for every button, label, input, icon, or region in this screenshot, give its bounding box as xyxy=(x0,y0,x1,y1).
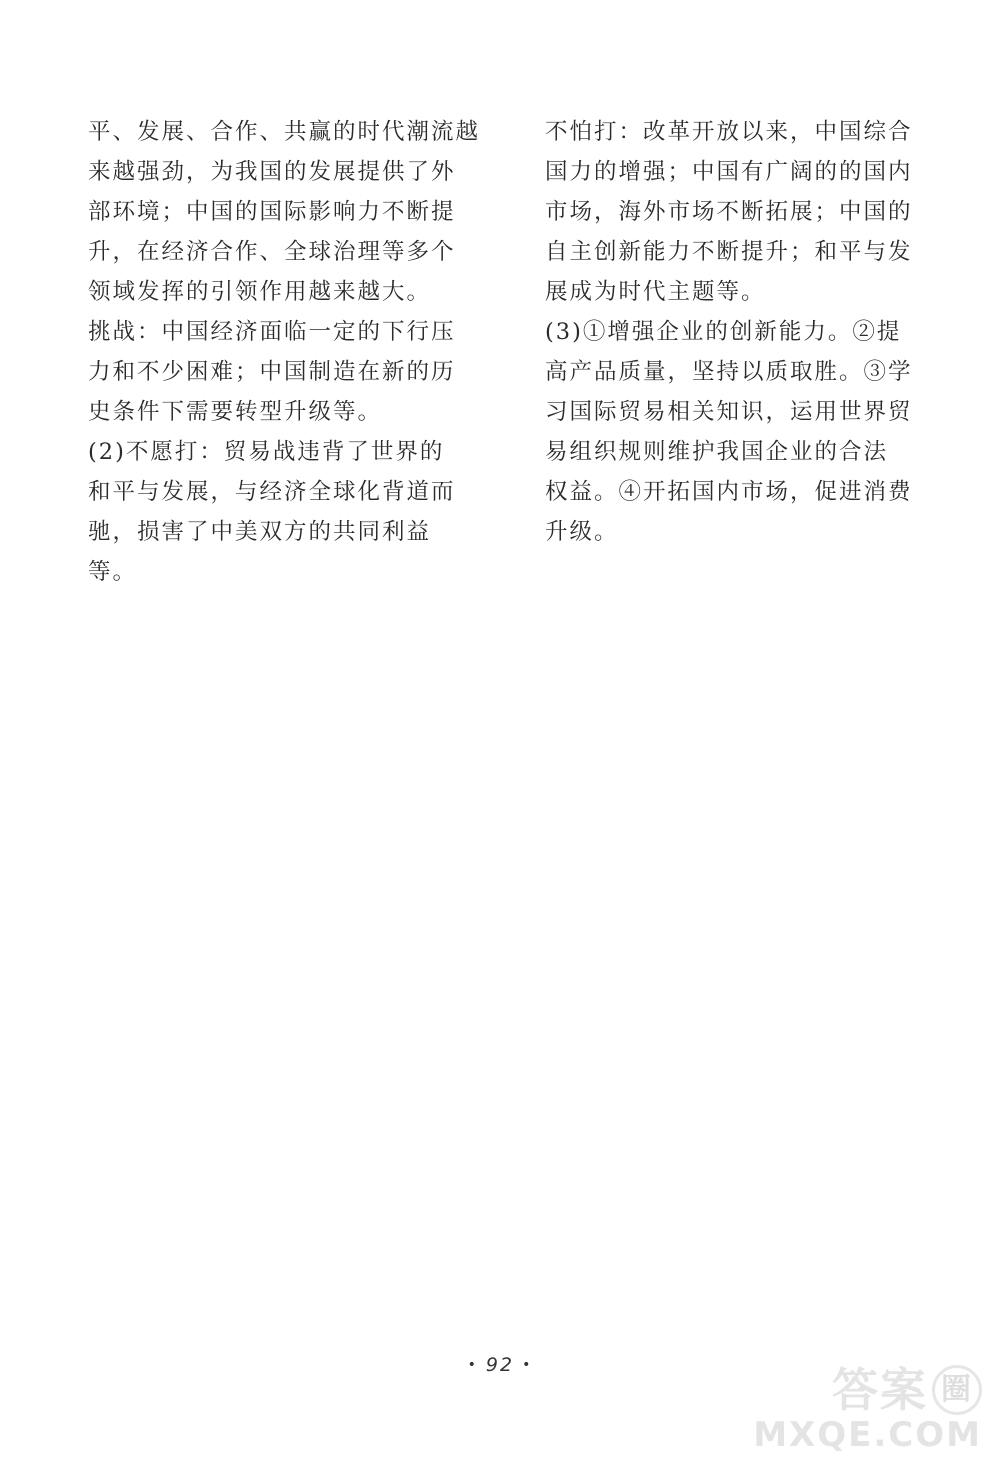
text-line: 等。 xyxy=(88,559,138,585)
text-line: 领域发挥的引领作用越来越大。 xyxy=(88,279,432,305)
watermark-top xyxy=(752,1365,982,1415)
text-line: (3)①增强企业的创新能力。②提 xyxy=(545,319,902,345)
text-line: 升，在经济合作、全球治理等多个 xyxy=(88,239,456,265)
watermark xyxy=(752,1365,982,1465)
text-line: (2)不愿打：贸易战违背了世界的 xyxy=(88,439,445,465)
text-line: 史条件下需要转型升级等。 xyxy=(88,399,383,425)
text-line: 自主创新能力不断提升；和平与发 xyxy=(545,239,913,265)
text-line: 权益。④开拓国内市场，促进消费 xyxy=(545,479,913,505)
text-line: 平、发展、合作、共赢的时代潮流越 xyxy=(88,119,481,145)
text-line: 驰，损害了中美双方的共同利益 xyxy=(88,519,432,545)
right-column xyxy=(545,112,913,552)
left-column xyxy=(88,112,481,592)
text-line: 不怕打：改革开放以来，中国综合 xyxy=(545,119,913,145)
text-line: 市场，海外市场不断拓展；中国的 xyxy=(545,199,913,225)
text-line: 易组织规则维护我国企业的合法 xyxy=(545,439,889,465)
text-line: 部环境；中国的国际影响力不断提 xyxy=(88,199,456,225)
page-number-value: 92 xyxy=(485,1354,515,1376)
text-line: 力和不少困难；中国制造在新的历 xyxy=(88,359,456,385)
text-line: 升级。 xyxy=(545,519,619,545)
text-line: 高产品质量，坚持以质取胜。③学 xyxy=(545,359,913,385)
text-line: 习国际贸易相关知识，运用世界贸 xyxy=(545,399,913,425)
text-line: 国力的增强；中国有广阔的的国内 xyxy=(545,159,913,185)
text-line: 和平与发展，与经济全球化背道而 xyxy=(88,479,456,505)
dot-icon: • xyxy=(467,1357,478,1373)
text-line: 来越强劲，为我国的发展提供了外 xyxy=(88,159,456,185)
text-line: 展成为时代主题等。 xyxy=(545,279,766,305)
text-line: 挑战：中国经济面临一定的下行压 xyxy=(88,319,456,345)
watermark-seal-icon: 圈 xyxy=(932,1365,982,1415)
watermark-bottom-text: MXQE.COM xyxy=(753,1415,982,1455)
watermark-top-text: 答案 xyxy=(832,1363,928,1417)
dot-icon: • xyxy=(522,1357,533,1373)
